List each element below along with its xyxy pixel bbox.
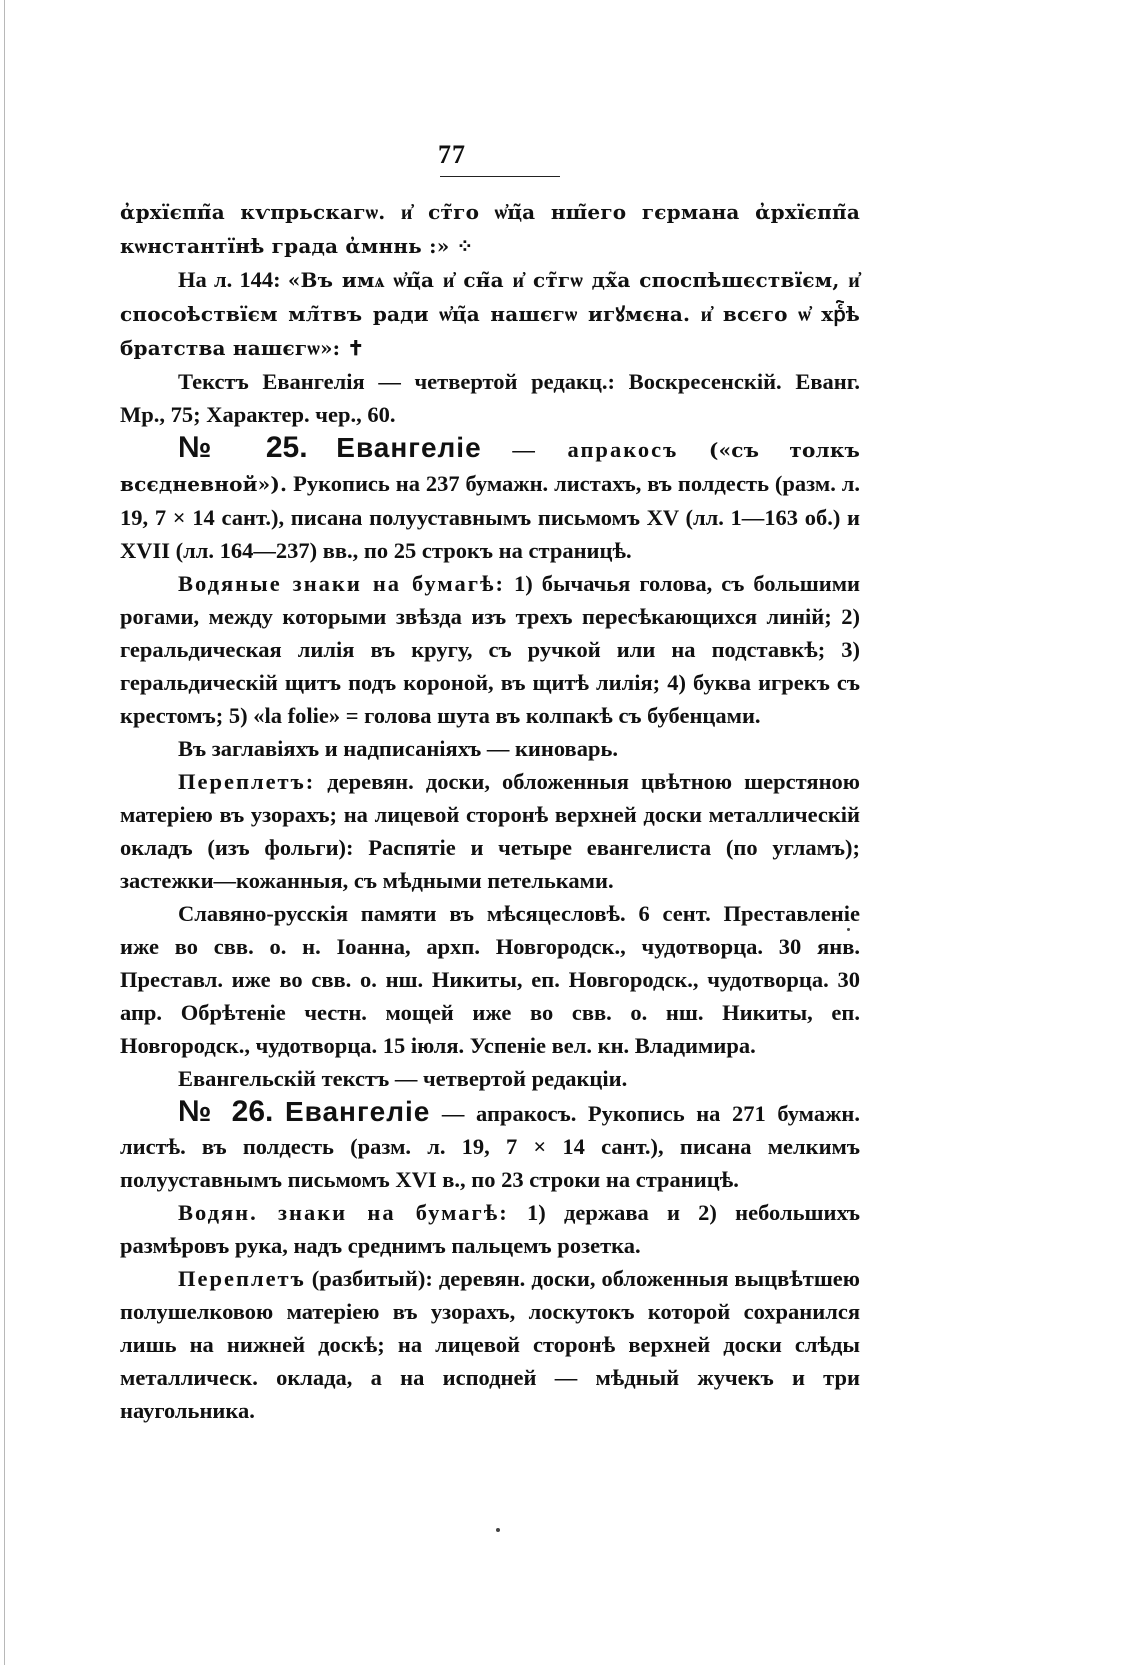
page-number-rule <box>440 176 560 177</box>
entry-25-number: № 25. <box>178 431 308 464</box>
binding-25-paragraph <box>120 765 860 897</box>
entry-25-quote: («съ толкъ всєдневной»). <box>120 438 861 496</box>
watermarks-25-text: 1) бычачья голова, съ большими рогами, между которыми звѣзда изъ трехъ пересѣкающихся линій; 2) геральдическая лилія въ кругу, съ ручкой или на подставкѣ; 3) геральдическій щитъ подъ короной, въ щитѣ лилія; 4) буква игрекъ съ крестомъ; 5) «la folie» = голова шута въ колпакѣ съ бубенцами. <box>120 571 861 728</box>
scan-speck <box>496 1528 500 1532</box>
slavonic-text: ἀрхїєпп̃а кѵпрьскагѡ. и҆ ст̃го ѡ҆ц̃а нш̃его гєрмана ἀрхїєпп̃а кѡнстантїнѣ града ἀмннь :» ⁘ <box>120 200 860 258</box>
entry-26-number: № 26. <box>178 1095 274 1128</box>
entry-26-description: — апракосъ. Рукопись на 271 бумажн. листѣ. въ полдесть (разм. л. 19, 7 × 14 сант.), писана мелкимъ полууставнымъ письмомъ XVI в., по 23 строки на страницѣ. <box>120 1101 861 1192</box>
entry-25-description: Рукопись на 237 бумажн. листахъ, въ полдесть (разм. л. 19, 7 × 14 сант.), писана полууставнымъ письмомъ XV (лл. 1—163 об.) и XVII (лл. 164—237) вв., по 25 строкъ на страницѣ. <box>120 471 860 563</box>
watermarks-25-paragraph <box>120 567 860 732</box>
binding-26-paragraph <box>120 1262 860 1427</box>
text-redaction: Текстъ Евангелія — четвертой редакц.: Воскресенскій. Еванг. Мр., 75; Характер. чер., 60. <box>120 369 860 427</box>
inscription-paragraph <box>120 263 860 365</box>
kinovar-text: Въ заглавіяхъ и надписаніяхъ — киноварь. <box>178 736 618 761</box>
page-number: 77 <box>438 140 466 169</box>
scan-edge-line <box>4 0 5 1665</box>
menologion-paragraph <box>120 897 860 1062</box>
slavonic-line <box>120 195 860 263</box>
gospel-text-redaction: Евангельскій текстъ — четвертой редакціи. <box>178 1066 628 1091</box>
watermarks-26-paragraph <box>120 1196 860 1262</box>
watermarks-25-lead: Водяные знаки на бумагѣ: <box>178 571 506 596</box>
gospel-text-paragraph <box>120 1062 860 1095</box>
entry-26-title: Евангеліе <box>284 1096 431 1127</box>
inscription-lead: На л. 144: <box>178 267 288 292</box>
entry-25-title: Евангеліе <box>336 432 482 463</box>
binding-25-lead: Переплетъ: <box>178 769 316 794</box>
entry-25-dash: — апракосъ <box>481 437 709 462</box>
menologion-text: Славяно-русскія памяти въ мѣсяцесловѣ. 6 сент. Преставленіе иже во свв. о. н. Іоанна, архп. Новгородск., чудотворца. 30 янв. Преставл. иже во свв. о. нш. Никиты, еп. Новгородск., чудотворца. 30 апр. Обрѣтеніе честн. мощей иже во свв. о. нш. Никиты, еп. Новгородск., чудотворца. 15 іюля. Успеніе вел. кн. Владимира. <box>120 901 860 1058</box>
entry-25-paragraph <box>120 431 860 567</box>
text-redaction-paragraph <box>120 365 860 431</box>
scan-speck <box>847 928 850 931</box>
watermarks-26-lead: Водян. знаки на бумагѣ: <box>178 1200 509 1225</box>
kinovar-paragraph <box>120 732 860 765</box>
binding-25-text: деревян. доски, обложенныя цвѣтною шерстяною матеріею въ узорахъ; на лицевой сторонѣ верхней доски металлическій окладъ (изъ фольги): Распятіе и четыре евангелиста (по угламъ); застежки—кожанныя, съ мѣдными петельками. <box>120 769 860 893</box>
binding-26-lead: Переплетъ <box>178 1266 306 1291</box>
watermarks-26-text: 1) держава и 2) небольшихъ размѣровъ рука, надъ среднимъ пальцемъ розетка. <box>120 1200 860 1258</box>
entry-26-paragraph <box>120 1095 860 1196</box>
page-body <box>120 195 860 1427</box>
binding-26-text: (разбитый): деревян. доски, обложенныя выцвѣтшею полушелковою матеріею въ узорахъ, лоскутокъ которой сохранился лишь на нижней доскѣ; на лицевой сторонѣ верхней доски слѣды металлическ. оклада, а на исподней — мѣдный жучекъ и три наугольника. <box>120 1266 860 1423</box>
inscription-slavonic: «Въ имѧ ѡ҆ц̃а и҆ сн̃а и҆ ст̃гѡ дх̃а споспѣшєствїєм, и҆ спосоѣствїєм мл̃твъ ради ѡ҆ц̃а нашєгѡ игꙋмєна. и҆ всєго ѡ҆ хрⷭ҇ѣ братства нашєгѡ»: ✝ <box>120 268 860 360</box>
